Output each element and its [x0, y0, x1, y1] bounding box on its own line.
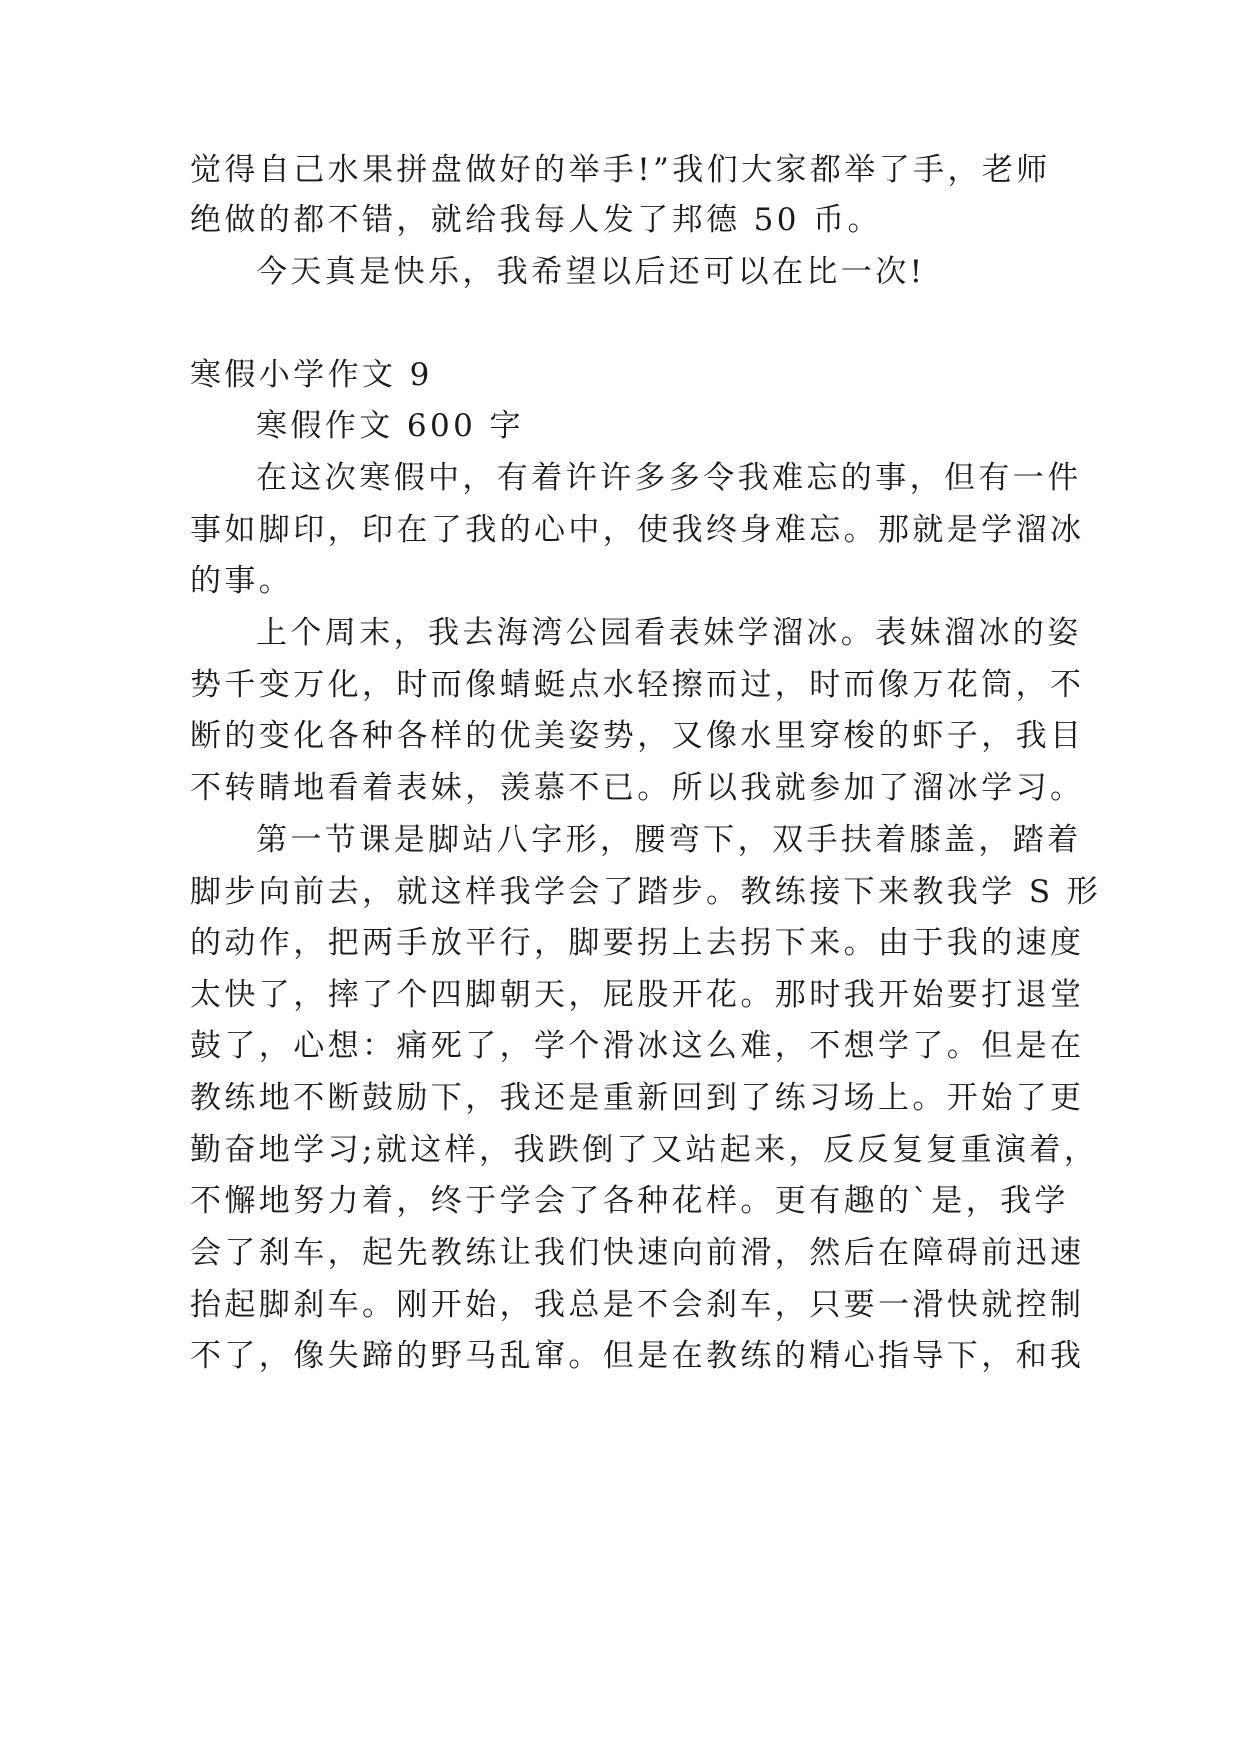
body-line: 勤奋地学习;就这样，我跌倒了又站起来，反反复复重演着， [190, 1132, 1099, 1168]
body-line: 在这次寒假中，有着许许多多令我难忘的事，但有一件 [256, 460, 1082, 496]
body-line: 不懈地努力着，终于学会了各种花样。更有趣的`是，我学 [190, 1183, 1069, 1219]
body-line: 不转睛地看着表妹，羡慕不已。所以我就参加了溜冰学习。 [190, 770, 1085, 806]
body-line: 的事。 [190, 563, 294, 599]
section-title: 寒假小学作文 9 [190, 357, 433, 393]
body-line: 教练地不断鼓励下，我还是重新回到了练习场上。开始了更 [190, 1080, 1085, 1116]
body-line: 今天真是快乐，我希望以后还可以在比一次! [256, 254, 926, 290]
body-line: 太快了，摔了个四脚朝天，屁股开花。那时我开始要打退堂 [190, 977, 1085, 1013]
body-line: 断的变化各种各样的优美姿势，又像水里穿梭的虾子，我目 [190, 718, 1085, 754]
subtitle: 寒假作文 600 字 [256, 408, 524, 444]
body-line: 第一节课是脚站八字形，腰弯下，双手扶着膝盖，踏着 [256, 822, 1082, 858]
body-line: 脚步向前去，就这样我学会了踏步。教练接下来教我学 S 形 [190, 874, 1102, 910]
body-line: 会了刹车，起先教练让我们快速向前滑，然后在障碍前迅速 [190, 1235, 1085, 1271]
body-line: 的动作，把两手放平行，脚要拐上去拐下来。由于我的速度 [190, 925, 1085, 961]
body-line: 抬起脚刹车。刚开始，我总是不会刹车，只要一滑快就控制 [190, 1287, 1085, 1323]
body-line: 势千变万化，时而像蜻蜓点水轻擦而过，时而像万花筒，不 [190, 667, 1085, 703]
body-line: 上个周末，我去海湾公园看表妹学溜冰。表妹溜冰的姿 [256, 615, 1082, 651]
body-line: 不了，像失蹄的野马乱窜。但是在教练的精心指导下，和我 [190, 1338, 1085, 1374]
body-line: 鼓了，心想：痛死了，学个滑冰这么难，不想学了。但是在 [190, 1028, 1085, 1064]
body-line: 绝做的都不错，就给我每人发了邦德 50 币。 [190, 202, 882, 238]
body-line: 事如脚印，印在了我的心中，使我终身难忘。那就是学溜冰 [190, 512, 1085, 548]
body-line: 觉得自己水果拼盘做好的举手!”我们大家都举了手，老师 [190, 152, 1051, 188]
